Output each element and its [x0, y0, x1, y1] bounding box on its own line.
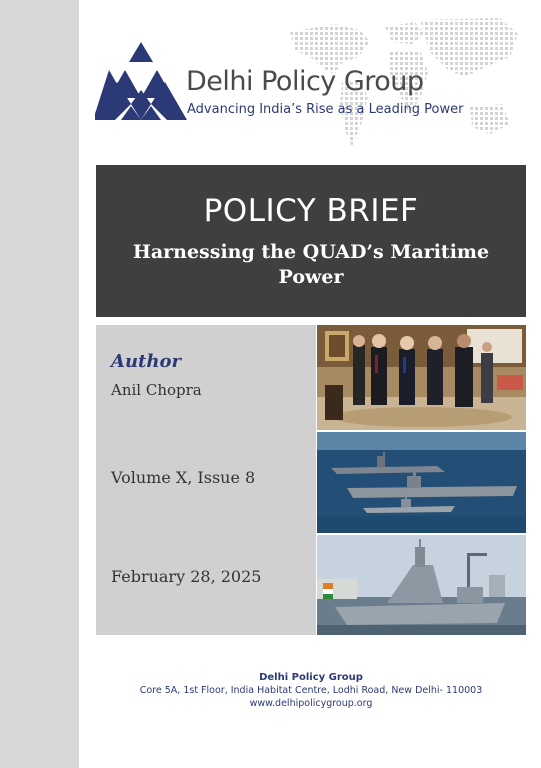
dpg-logo-icon	[95, 42, 187, 120]
document-title: Harnessing the QUAD’s Maritime Power	[132, 241, 490, 288]
organization-tagline: Advancing India’s Rise as a Leading Power	[187, 102, 464, 117]
title-banner	[96, 165, 526, 317]
footer-org-name: Delhi Policy Group	[259, 672, 363, 683]
photo-warship	[317, 535, 526, 635]
footer-website-link[interactable]: www.delhipolicygroup.org	[249, 698, 373, 709]
footer-address: Core 5A, 1st Floor, India Habitat Centre, Lodhi Road, New Delhi- 110003	[139, 685, 483, 696]
volume-issue: Volume X, Issue 8	[111, 468, 256, 487]
footer-contact	[96, 671, 526, 710]
author-name: Anil Chopra	[111, 381, 202, 399]
left-side-strip	[0, 0, 79, 768]
info-panel	[96, 325, 316, 635]
author-heading: Author	[111, 351, 181, 372]
publication-date: February 28, 2025	[111, 567, 262, 586]
organization-name: Delhi Policy Group	[186, 66, 424, 97]
photo-naval-fleet	[317, 432, 526, 533]
photo-officials-meeting	[317, 325, 526, 430]
document-type-label: POLICY BRIEF	[203, 193, 419, 229]
